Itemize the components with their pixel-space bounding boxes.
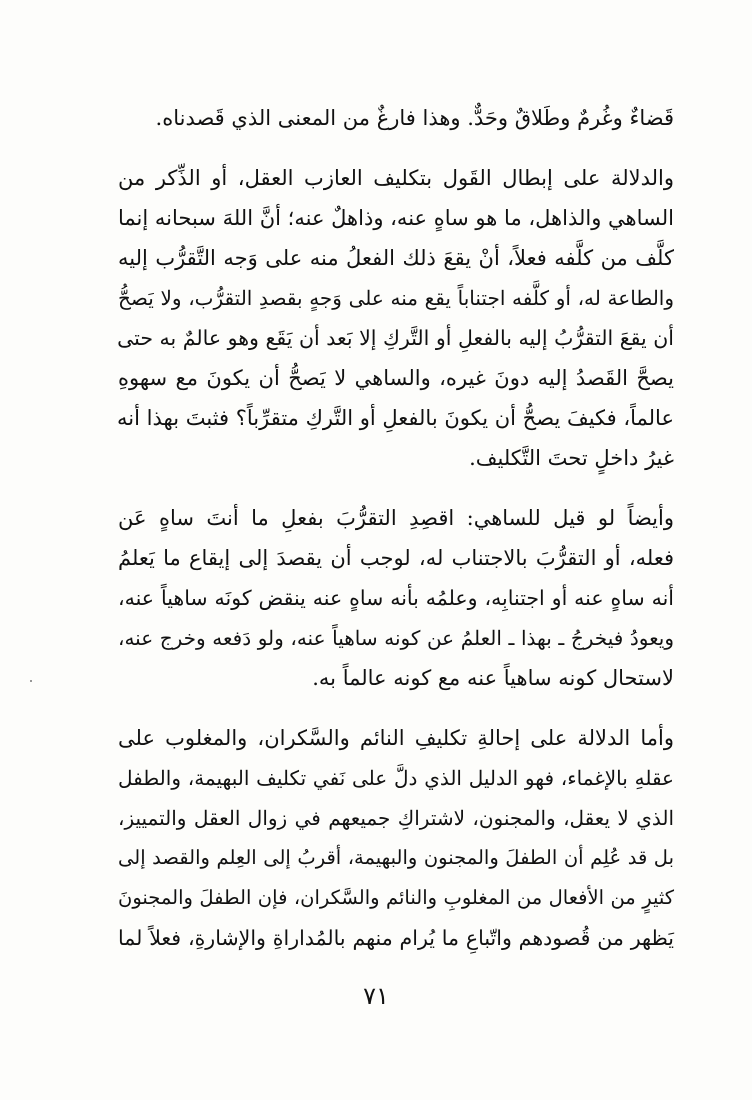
- text-line: عقلهِ بالإغماء، فهو الدليل الذي دلَّ على نَفي تكليف البهيمة، والطفل: [118, 766, 674, 790]
- text-line: قَضاءٌ وغُرمٌ وطَلاقٌ وحَدٌّ. وهذا فارغٌ من المعنى الذي قَصدناه.: [155, 106, 674, 130]
- text-line: بل قد عُلِم أن الطفلَ والمجنون والبهيمة، أقربُ إلى العِلم والقصد إلى: [118, 846, 674, 869]
- text-line: وأما الدلالة على إحالةِ تكليفِ النائم والسَّكران، والمغلوب على: [118, 726, 674, 750]
- text-line: كلَّف من كلَّفه فعلاً، أنْ يقعَ ذلك الفعلُ منه على وَجه التَّقرُّب إليه: [118, 246, 674, 270]
- text-line: كثيرٍ من الأفعال من المغلوبِ والنائم والسَّكران، فإن الطفلَ والمجنونَ: [118, 886, 674, 909]
- text-line: غيرُ داخلٍ تحتَ التَّكليف.: [469, 446, 674, 470]
- text-line: فعله، أو التقرُّبَ بالاجتناب له، لوجب أن يقصدَ إلى إيقاع ما يَعلمُ: [118, 546, 674, 570]
- paragraph-4: [118, 718, 674, 958]
- paragraph-3: [118, 498, 674, 698]
- page-number: ٧١: [363, 982, 389, 1010]
- text-line: يصحَّ القَصدُ إليه دونَ غيره، والساهي لا يَصحُّ أن يكونَ مع سهوهِ: [118, 366, 674, 390]
- text-line: الذي لا يعقل، والمجنون، لاشتراكِ جميعهم في زوال العقل والتمييز،: [118, 806, 674, 830]
- text-line: وأيضاً لو قيل للساهي: اقصِدِ التقرُّبَ بفعلِ ما أنتَ ساهٍ عَن: [118, 506, 674, 530]
- text-line: يَظهر من قُصودهم واتّباعِ ما يُرام منهم بالمُداراةِ والإشارةِ، فعلاً لما: [118, 926, 674, 950]
- scan-speck: [30, 680, 32, 682]
- paragraph-2: [118, 158, 674, 478]
- text-line: الساهي والذاهل، ما هو ساهٍ عنه، وذاهلٌ عنه؛ أنَّ اللهَ سبحانه إنما: [118, 206, 674, 230]
- text-line: لاستحال كونه ساهياً عنه مع كونه عالماً به.: [312, 666, 674, 690]
- text-line: أن يقعَ التقرُّبُ إليه بالفعلِ أو التَّركِ إلا بَعد أن يَقَع وهو عالمٌ به حتى: [117, 326, 674, 350]
- text-line: ويعودُ فيخرجُ ـ بهذا ـ العلمُ عن كونه ساهياً عنه، ولو دَفعه وخرج عنه،: [118, 626, 674, 650]
- text-line: أنه ساهٍ عنه أو اجتنابِه، وعلمُه بأنه ساهٍ عنه ينقض كونَه ساهياً عنه،: [118, 586, 674, 610]
- body-text: [118, 98, 674, 978]
- text-line: والطاعة له، أو كلَّفه اجتناباً يقع منه على وَجهٍ بقصدِ التقرُّب، ولا يَصحُّ: [118, 286, 674, 310]
- paragraph-1: [118, 98, 674, 138]
- text-line: عالماً، فكيفَ يصحُّ أن يكونَ بالفعلِ أو التَّركِ متقرِّباً؟ فثبتَ بهذا أنه: [117, 406, 674, 430]
- text-line: والدلالة على إبطال القَول بتكليف العازب العقل، أو الذِّكر من: [118, 166, 674, 190]
